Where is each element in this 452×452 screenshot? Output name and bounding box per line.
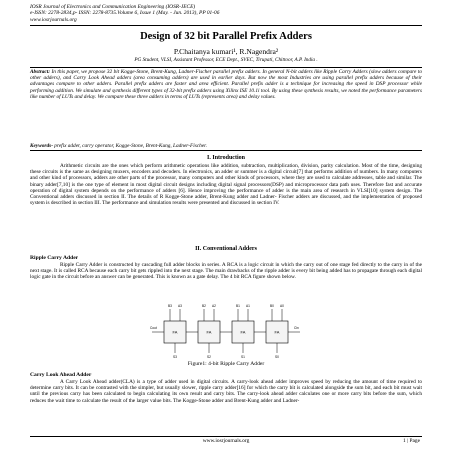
abstract-label: Abstract: xyxy=(30,69,51,75)
paper-affiliation: PG Student, VLSI, Assistant Professor, ECE Dept., SVEC, Tirupati, Chittoor, A.P. India . xyxy=(134,57,318,63)
fig-cin-label: Cin xyxy=(294,326,299,330)
rca-figure xyxy=(148,303,308,363)
fig-input-label: B0 xyxy=(270,304,274,308)
fig-sum-label: S3 xyxy=(173,355,177,359)
fig-fa-label: FA xyxy=(240,329,246,335)
fig-cout-label: Cout xyxy=(150,326,157,330)
fig-input-label: A0 xyxy=(280,304,284,308)
subsection-heading-cla: Carry Look Ahead Adder xyxy=(30,372,92,378)
footer-rule xyxy=(30,436,422,437)
fig-input-label: A1 xyxy=(246,304,250,308)
introduction-text: Arithmetic circuits are the ones which perform arithmetic operations like addition, subtraction, multiplication, division, parity calculation. Most of the time, designing these circuits is the same as designing muxers, encoders and decoders. In electronics, an adder or summer is a digital circuit[7] that performs addition of numbers. In many computers and other kind of processors, adders are other parts of the processor, many computers and other kinds of processors, where they are used to calculate addresses, table and similar. The binary adder[7,10] is the one type of element in most digital circuit designs including digital signal processors(DSP) and microprocessor data path uses. Therefore fast and accurate operation of digital system depends on the performance of adders [6]. Hence improving the performance of adder is the main area of research in VLSI[10] system design. The Conventional adders discussed in section II. The details of R Kogge-Stone adder, Brent-Kung adder and Ladner- Fischer adders are discussed, and the implementation of proposed system is described in section III. The performance and simulation results were presented and discussed in section IV. xyxy=(30,163,422,207)
footer-url[interactable]: www.iosrjournals.org xyxy=(202,438,250,444)
fig-fa-label: FA xyxy=(172,329,178,335)
fig-input-label: A3 xyxy=(178,304,182,308)
fig-sum-label: S0 xyxy=(275,355,279,359)
abstract-bottom-rule xyxy=(30,150,422,151)
paper-authors: P.Chaitanya kumari¹, R.Nagendra² xyxy=(173,47,279,56)
keywords-text: prefix adder, carry operator, Kogge-Stone, Brent-Kung, Ladner-Fischer. xyxy=(54,143,207,149)
keywords xyxy=(30,143,422,149)
figure-caption: Figure1: 4-bit Ripple Carry Adder xyxy=(187,361,265,367)
fig-input-label: B1 xyxy=(236,304,240,308)
fig-fa-label: FA xyxy=(206,329,212,335)
journal-header xyxy=(30,4,430,23)
subsection-heading-rca: Ripple Carry Adder xyxy=(30,255,79,261)
fig-fa-label: FA xyxy=(274,329,280,335)
keywords-label: Keywords- xyxy=(30,143,53,149)
fig-input-label: B2 xyxy=(202,304,206,308)
section-heading-introduction: I. Introduction xyxy=(207,155,245,161)
section-heading-conventional-adders: II. Conventional Adders xyxy=(195,246,257,252)
header-rule xyxy=(30,25,422,26)
rca-text: Ripple Carry Adder is constructed by cascading full adder blocks in series. A RCA is a logic circuit in which the carry out of one stage fed directly to the carry in of the next stage. It is called RCA because each carry bit gets rippled into the next stage. The main drawbacks of the ripple adder is every bit being added has to propagate through each digital logic gate in the circuit before an answer can be generated. This is known as a gate delay. The 4 bit RCA figure shown below. xyxy=(30,262,422,281)
paper-title: Design of 32 bit Parallel Prefix Adders xyxy=(140,31,312,42)
footer-page-number: 1 | Page xyxy=(403,438,420,444)
journal-issn: e-ISSN: 2278-2834,p- ISSN: 2278-8735.Volume 6, Issue 1 (May. - Jun. 2013), PP 01-06 xyxy=(30,10,220,17)
fig-sum-label: S1 xyxy=(241,355,245,359)
abstract-top-rule xyxy=(30,67,422,68)
cla-text: A Carry Look Ahead adder(CLA) is a type of adder used in digital circuits. A carry-look ahead adder improves speed by reducing the amount of time required to determine carry bits. It can be contrasted with the simpler, but usually slower, ripple carry adder[16] for which the carry bit is calculated alongside the sum bit, and each bit must wait until the previous carry has been calculated to begin calculating its own result and carry bits. The carry-look ahead adder calculates one or more carry bits before the sum, which reduces the wait time to calculate the result of the larger value bits. The Kogge-Stone adder and Brent-Kung adder and Ladner- xyxy=(30,379,422,404)
abstract xyxy=(30,69,422,100)
abstract-text: In this paper, we propose 32 bit Kogge-Stone, Brent-Kung, Ladner-Fischer parallel prefix adders. In general N-bit adders like Ripple Carry Adders (slow adders compare to other adders), and Carry Look Ahead adders (area consuming adders) are used in earlier days. But now the most Industries are using parallel prefix adders because of their advantages compare to other adders. Parallel prefix adders are faster and area efficient. Parallel prefix adder is a technique for increasing the speed in DSP processor while performing addition. We simulate and synthesis different types of 32-bit prefix adders using Xilinx ISE 10.1i tool. By using these synthesis results, we noted the performance parameters like number of LUTs and delay. We compare these three adders in terms of LUTs (represents area) and delay values. xyxy=(30,69,422,100)
journal-url[interactable]: www.iosrjournals.org xyxy=(30,16,77,23)
fig-input-label: A2 xyxy=(212,304,216,308)
journal-name: IOSR Journal of Electronics and Communication Engineering (IOSR-JECE) xyxy=(30,4,196,10)
fig-input-label: B3 xyxy=(168,304,172,308)
fig-sum-label: S2 xyxy=(207,355,211,359)
